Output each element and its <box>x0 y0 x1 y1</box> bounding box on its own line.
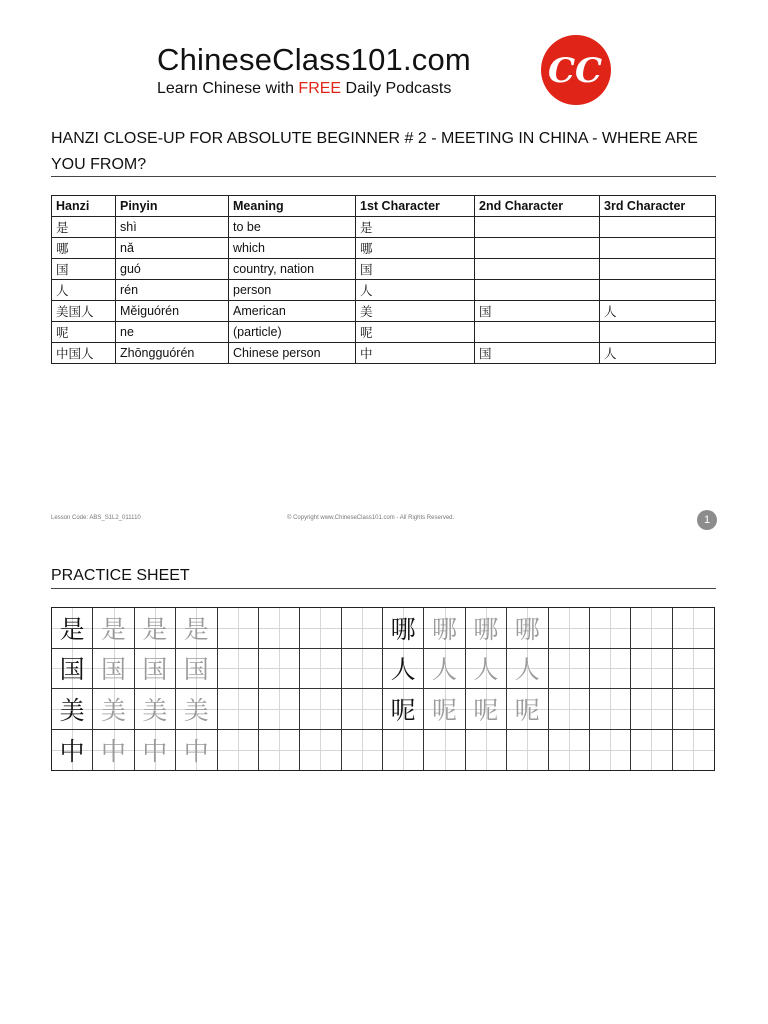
table-cell: Měiguórén <box>116 301 229 322</box>
table-cell: 中 <box>356 343 475 364</box>
model-character-cell <box>52 649 93 690</box>
model-character: 是 <box>59 614 85 644</box>
table-cell <box>475 280 600 301</box>
model-character-cell <box>383 730 424 771</box>
model-character-cell <box>383 649 424 690</box>
trace-character-cell <box>466 730 507 771</box>
table-cell <box>475 217 600 238</box>
trace-character: 呢 <box>473 695 499 725</box>
practice-cell <box>631 730 672 771</box>
practice-cell <box>549 608 590 649</box>
table-cell: 是 <box>52 217 116 238</box>
trace-character: 是 <box>183 614 209 644</box>
practice-cell <box>300 730 341 771</box>
model-character: 国 <box>59 655 85 685</box>
trace-character-cell <box>507 649 548 690</box>
trace-character: 哪 <box>473 614 499 644</box>
practice-cell <box>631 608 672 649</box>
page-number-badge: 1 <box>697 510 717 530</box>
practice-cell <box>673 689 714 730</box>
model-character-cell <box>52 608 93 649</box>
trace-character: 人 <box>473 655 499 685</box>
table-row <box>52 259 716 280</box>
model-character-cell <box>383 608 424 649</box>
trace-character: 国 <box>183 655 209 685</box>
model-character: 中 <box>59 736 85 766</box>
table-cell <box>475 322 600 343</box>
trace-character-cell <box>93 649 134 690</box>
practice-cell <box>549 689 590 730</box>
practice-cell <box>342 608 383 649</box>
practice-cell <box>590 608 631 649</box>
trace-character: 美 <box>101 695 127 725</box>
site-name: ChineseClass101.com <box>157 42 471 77</box>
trace-character-cell <box>424 730 465 771</box>
table-cell: 呢 <box>356 322 475 343</box>
table-row <box>52 322 716 343</box>
practice-cell <box>549 649 590 690</box>
table-cell: 哪 <box>356 238 475 259</box>
trace-character-cell <box>176 689 217 730</box>
trace-character-cell <box>176 608 217 649</box>
trace-character: 中 <box>142 736 168 766</box>
tagline-free: FREE <box>298 80 342 97</box>
practice-cell <box>300 689 341 730</box>
trace-character-cell <box>466 649 507 690</box>
table-cell <box>600 322 716 343</box>
table-cell: 人 <box>356 280 475 301</box>
tagline-suffix: Daily Podcasts <box>341 80 452 97</box>
table-row <box>52 301 716 322</box>
practice-cell <box>673 649 714 690</box>
column-header: 1st Character <box>356 196 475 217</box>
table-cell: to be <box>229 217 356 238</box>
trace-character-cell <box>176 649 217 690</box>
trace-character: 呢 <box>514 695 540 725</box>
column-header: Pinyin <box>116 196 229 217</box>
trace-character: 国 <box>142 655 168 685</box>
copyright-notice: © Copyright www.ChineseClass101.com - All Rights Reserved. <box>287 515 455 521</box>
model-character: 人 <box>390 655 416 685</box>
tagline <box>157 80 451 98</box>
table-cell <box>600 217 716 238</box>
page-footer <box>51 510 716 528</box>
table-cell: person <box>229 280 356 301</box>
practice-cell <box>300 608 341 649</box>
model-character: 美 <box>59 695 85 725</box>
table-cell: nǎ <box>116 238 229 259</box>
table-cell: rén <box>116 280 229 301</box>
trace-character-cell <box>93 689 134 730</box>
table-cell: which <box>229 238 356 259</box>
trace-character-cell <box>135 608 176 649</box>
table-cell: 美国人 <box>52 301 116 322</box>
trace-character-cell <box>466 689 507 730</box>
trace-character-cell <box>507 730 548 771</box>
table-row <box>52 217 716 238</box>
trace-character: 国 <box>101 655 127 685</box>
logo-text: CC <box>547 51 603 91</box>
trace-character-cell <box>466 608 507 649</box>
divider <box>51 588 716 589</box>
table-cell: 中国人 <box>52 343 116 364</box>
practice-sheet-title: PRACTICE SHEET <box>51 567 190 584</box>
table-cell: 国 <box>356 259 475 280</box>
practice-cell <box>342 730 383 771</box>
table-cell: 哪 <box>52 238 116 259</box>
trace-character-cell <box>135 689 176 730</box>
trace-character: 呢 <box>432 695 458 725</box>
trace-character-cell <box>176 730 217 771</box>
practice-cell <box>342 689 383 730</box>
table-cell: ne <box>116 322 229 343</box>
practice-grid <box>51 607 715 771</box>
table-cell: 人 <box>600 343 716 364</box>
trace-character: 哪 <box>432 614 458 644</box>
column-header: Hanzi <box>52 196 116 217</box>
trace-character: 美 <box>183 695 209 725</box>
model-character: 呢 <box>390 695 416 725</box>
table-cell: guó <box>116 259 229 280</box>
practice-cell <box>590 649 631 690</box>
practice-cell <box>631 689 672 730</box>
practice-cell <box>218 730 259 771</box>
column-header: 3rd Character <box>600 196 716 217</box>
table-cell: 是 <box>356 217 475 238</box>
practice-cell <box>218 649 259 690</box>
practice-cell <box>259 608 300 649</box>
column-header: 2nd Character <box>475 196 600 217</box>
table-cell <box>475 238 600 259</box>
trace-character: 是 <box>142 614 168 644</box>
column-header: Meaning <box>229 196 356 217</box>
table-cell: 人 <box>52 280 116 301</box>
practice-cell <box>590 730 631 771</box>
trace-character-cell <box>93 730 134 771</box>
trace-character-cell <box>424 608 465 649</box>
trace-character: 哪 <box>514 614 540 644</box>
trace-character-cell <box>135 649 176 690</box>
trace-character-cell <box>507 608 548 649</box>
table-cell: shì <box>116 217 229 238</box>
model-character-cell <box>52 730 93 771</box>
table-cell <box>600 238 716 259</box>
trace-character: 中 <box>183 736 209 766</box>
practice-cell <box>218 689 259 730</box>
practice-cell <box>259 730 300 771</box>
practice-cell <box>342 649 383 690</box>
table-cell: American <box>229 301 356 322</box>
table-cell <box>600 280 716 301</box>
trace-character: 美 <box>142 695 168 725</box>
practice-cell <box>549 730 590 771</box>
practice-cell <box>673 608 714 649</box>
practice-cell <box>218 608 259 649</box>
trace-character: 是 <box>101 614 127 644</box>
trace-character-cell <box>135 730 176 771</box>
table-cell: 国 <box>475 301 600 322</box>
table-cell <box>475 259 600 280</box>
trace-character-cell <box>424 689 465 730</box>
trace-character: 人 <box>432 655 458 685</box>
page-header <box>0 0 768 110</box>
table-header-row <box>52 196 716 217</box>
model-character: 哪 <box>390 614 416 644</box>
table-cell: 美 <box>356 301 475 322</box>
table-row <box>52 238 716 259</box>
table-cell <box>600 259 716 280</box>
tagline-prefix: Learn Chinese with <box>157 80 299 97</box>
table-cell: 国 <box>475 343 600 364</box>
table-cell: Chinese person <box>229 343 356 364</box>
table-cell: (particle) <box>229 322 356 343</box>
practice-cell <box>590 689 631 730</box>
lesson-code: Lesson Code: ABS_S1L2_011110 <box>51 515 141 521</box>
trace-character: 中 <box>101 736 127 766</box>
table-row <box>52 280 716 301</box>
trace-character: 人 <box>514 655 540 685</box>
trace-character-cell <box>424 649 465 690</box>
table-cell: 国 <box>52 259 116 280</box>
trace-character-cell <box>93 608 134 649</box>
practice-cell <box>631 649 672 690</box>
practice-cell <box>259 689 300 730</box>
practice-cell <box>259 649 300 690</box>
vocabulary-table <box>51 195 716 364</box>
table-row <box>52 343 716 364</box>
divider <box>51 176 716 177</box>
table-cell: 人 <box>600 301 716 322</box>
trace-character-cell <box>507 689 548 730</box>
model-character-cell <box>52 689 93 730</box>
lesson-title: HANZI CLOSE-UP FOR ABSOLUTE BEGINNER # 2 - MEETING IN CHINA - WHERE ARE YOU FROM? <box>51 130 698 173</box>
table-cell: Zhōngguórén <box>116 343 229 364</box>
practice-cell <box>673 730 714 771</box>
model-character-cell <box>383 689 424 730</box>
chineseclass101-logo <box>540 34 612 106</box>
table-cell: country, nation <box>229 259 356 280</box>
table-cell: 呢 <box>52 322 116 343</box>
practice-cell <box>300 649 341 690</box>
